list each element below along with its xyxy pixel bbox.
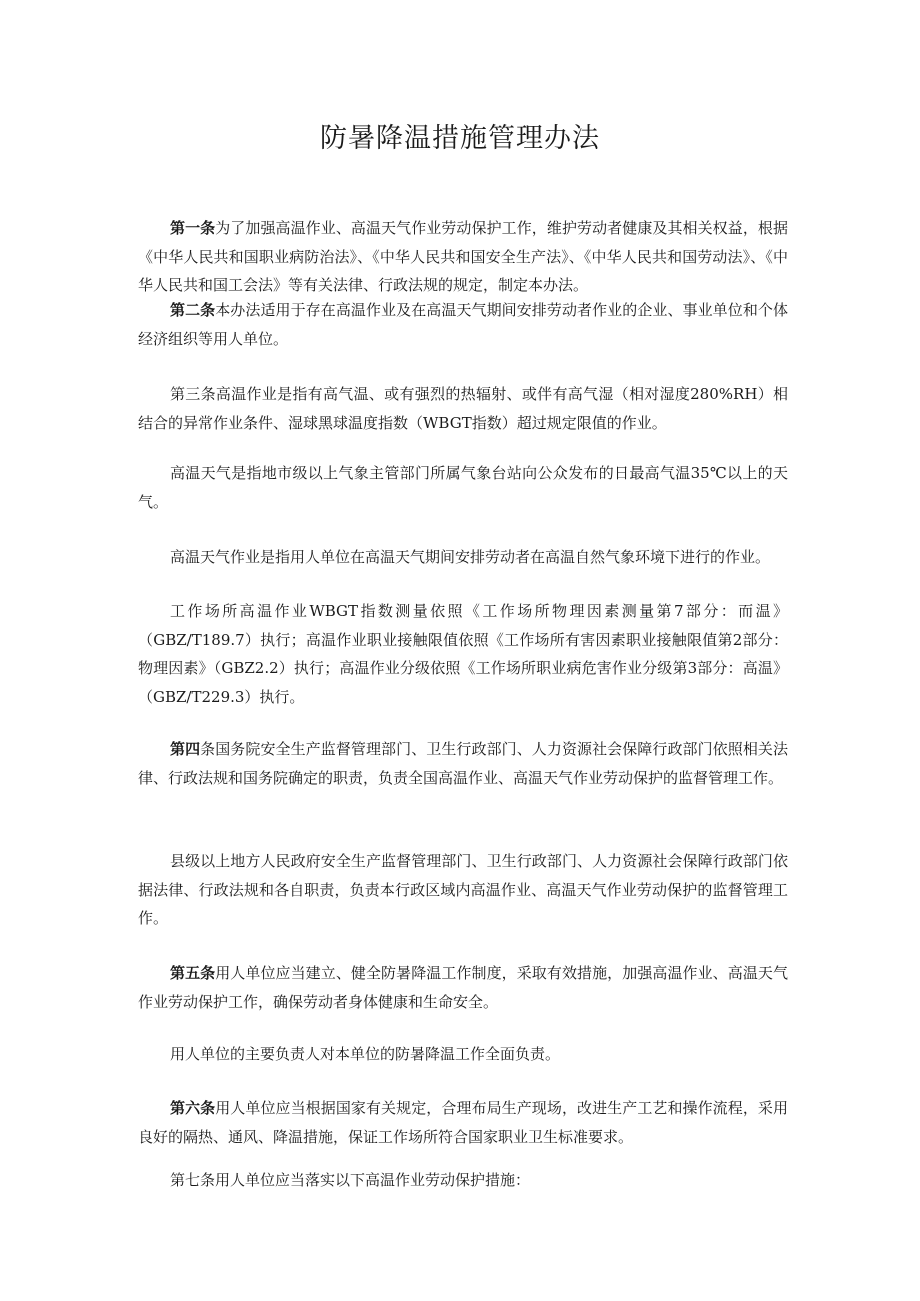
paragraph-responsibility [138, 1040, 788, 1069]
paragraph-text: 用人单位应当根据国家有关规定，合理布局生产现场，改进生产工艺和操作流程，采用良好的隔热、通风、降温措施，保证工作场所符合国家职业卫生标准要求。 [138, 1099, 788, 1146]
paragraph-text: 第三条高温作业是指有高气温、或有强烈的热辐射、或伴有高气湿（相对湿度280%RH）相结合的异常作业条件、湿球黑球温度指数（WBGT指数）超过规定限值的作业。 [138, 385, 788, 432]
paragraph-text: 高温天气是指地市级以上气象主管部门所属气象台站向公众发布的日最高气温35℃以上的天气。 [138, 464, 788, 511]
paragraph-article-1 [138, 214, 788, 300]
paragraph-article-3 [138, 380, 788, 437]
paragraph-wbgt-measurement [138, 597, 788, 711]
paragraph-text: 用人单位应当建立、健全防暑降温工作制度，采取有效措施，加强高温作业、高温天气作业劳动保护工作，确保劳动者身体健康和生命安全。 [138, 964, 788, 1011]
paragraph-text: 高温天气作业是指用人单位在高温天气期间安排劳动者在高温自然气象环境下进行的作业。 [170, 548, 771, 566]
paragraph-text: 工作场所高温作业WBGT指数测量依照《工作场所物理因素测量第7部分：而温》（GBZ/T189.7）执行；高温作业职业接触限值依照《工作场所有害因素职业接触限值第2部分：物理因素》（GBZ2.2）执行；高温作业分级依照《工作场所职业病危害作业分级第3部分：高温》（GBZ/T229.3）执行。 [138, 602, 788, 706]
article-label: 第二条 [170, 301, 216, 319]
paragraph-article-4 [138, 735, 788, 792]
article-label: 第一条 [170, 219, 216, 237]
paragraph-article-6 [138, 1094, 788, 1151]
paragraph-article-2 [138, 296, 788, 353]
paragraph-text: 第七条用人单位应当落实以下高温作业劳动保护措施： [170, 1171, 531, 1189]
paragraph-text: 用人单位的主要负责人对本单位的防暑降温工作全面负责。 [170, 1045, 561, 1063]
article-label: 第四 [170, 740, 201, 758]
paragraph-article-7 [138, 1166, 788, 1195]
paragraph-high-temp-weather [138, 459, 788, 516]
paragraph-text: 为了加强高温作业、高温天气作业劳动保护工作，维护劳动者健康及其相关权益，根据《中华人民共和国职业病防治法》、《中华人民共和国安全生产法》、《中华人民共和国劳动法》、《中华人民共和国工会法》等有关法律、行政法规的规定，制定本办法。 [138, 219, 788, 294]
paragraph-text: 条国务院安全生产监督管理部门、卫生行政部门、人力资源社会保障行政部门依照相关法律、行政法规和国务院确定的职责，负责全国高温作业、高温天气作业劳动保护的监督管理工作。 [138, 740, 788, 787]
article-label: 第五条 [170, 964, 216, 982]
paragraph-local-government [138, 847, 788, 933]
paragraph-text: 县级以上地方人民政府安全生产监督管理部门、卫生行政部门、人力资源社会保障行政部门依据法律、行政法规和各自职责，负责本行政区域内高温作业、高温天气作业劳动保护的监督管理工作。 [138, 852, 788, 927]
paragraph-high-temp-weather-work [138, 543, 788, 572]
document-title: 防暑降温措施管理办法 [320, 123, 600, 154]
paragraph-text: 本办法适用于存在高温作业及在高温天气期间安排劳动者作业的企业、事业单位和个体经济组织等用人单位。 [138, 301, 788, 348]
paragraph-article-5 [138, 959, 788, 1016]
article-label: 第六条 [170, 1099, 216, 1117]
